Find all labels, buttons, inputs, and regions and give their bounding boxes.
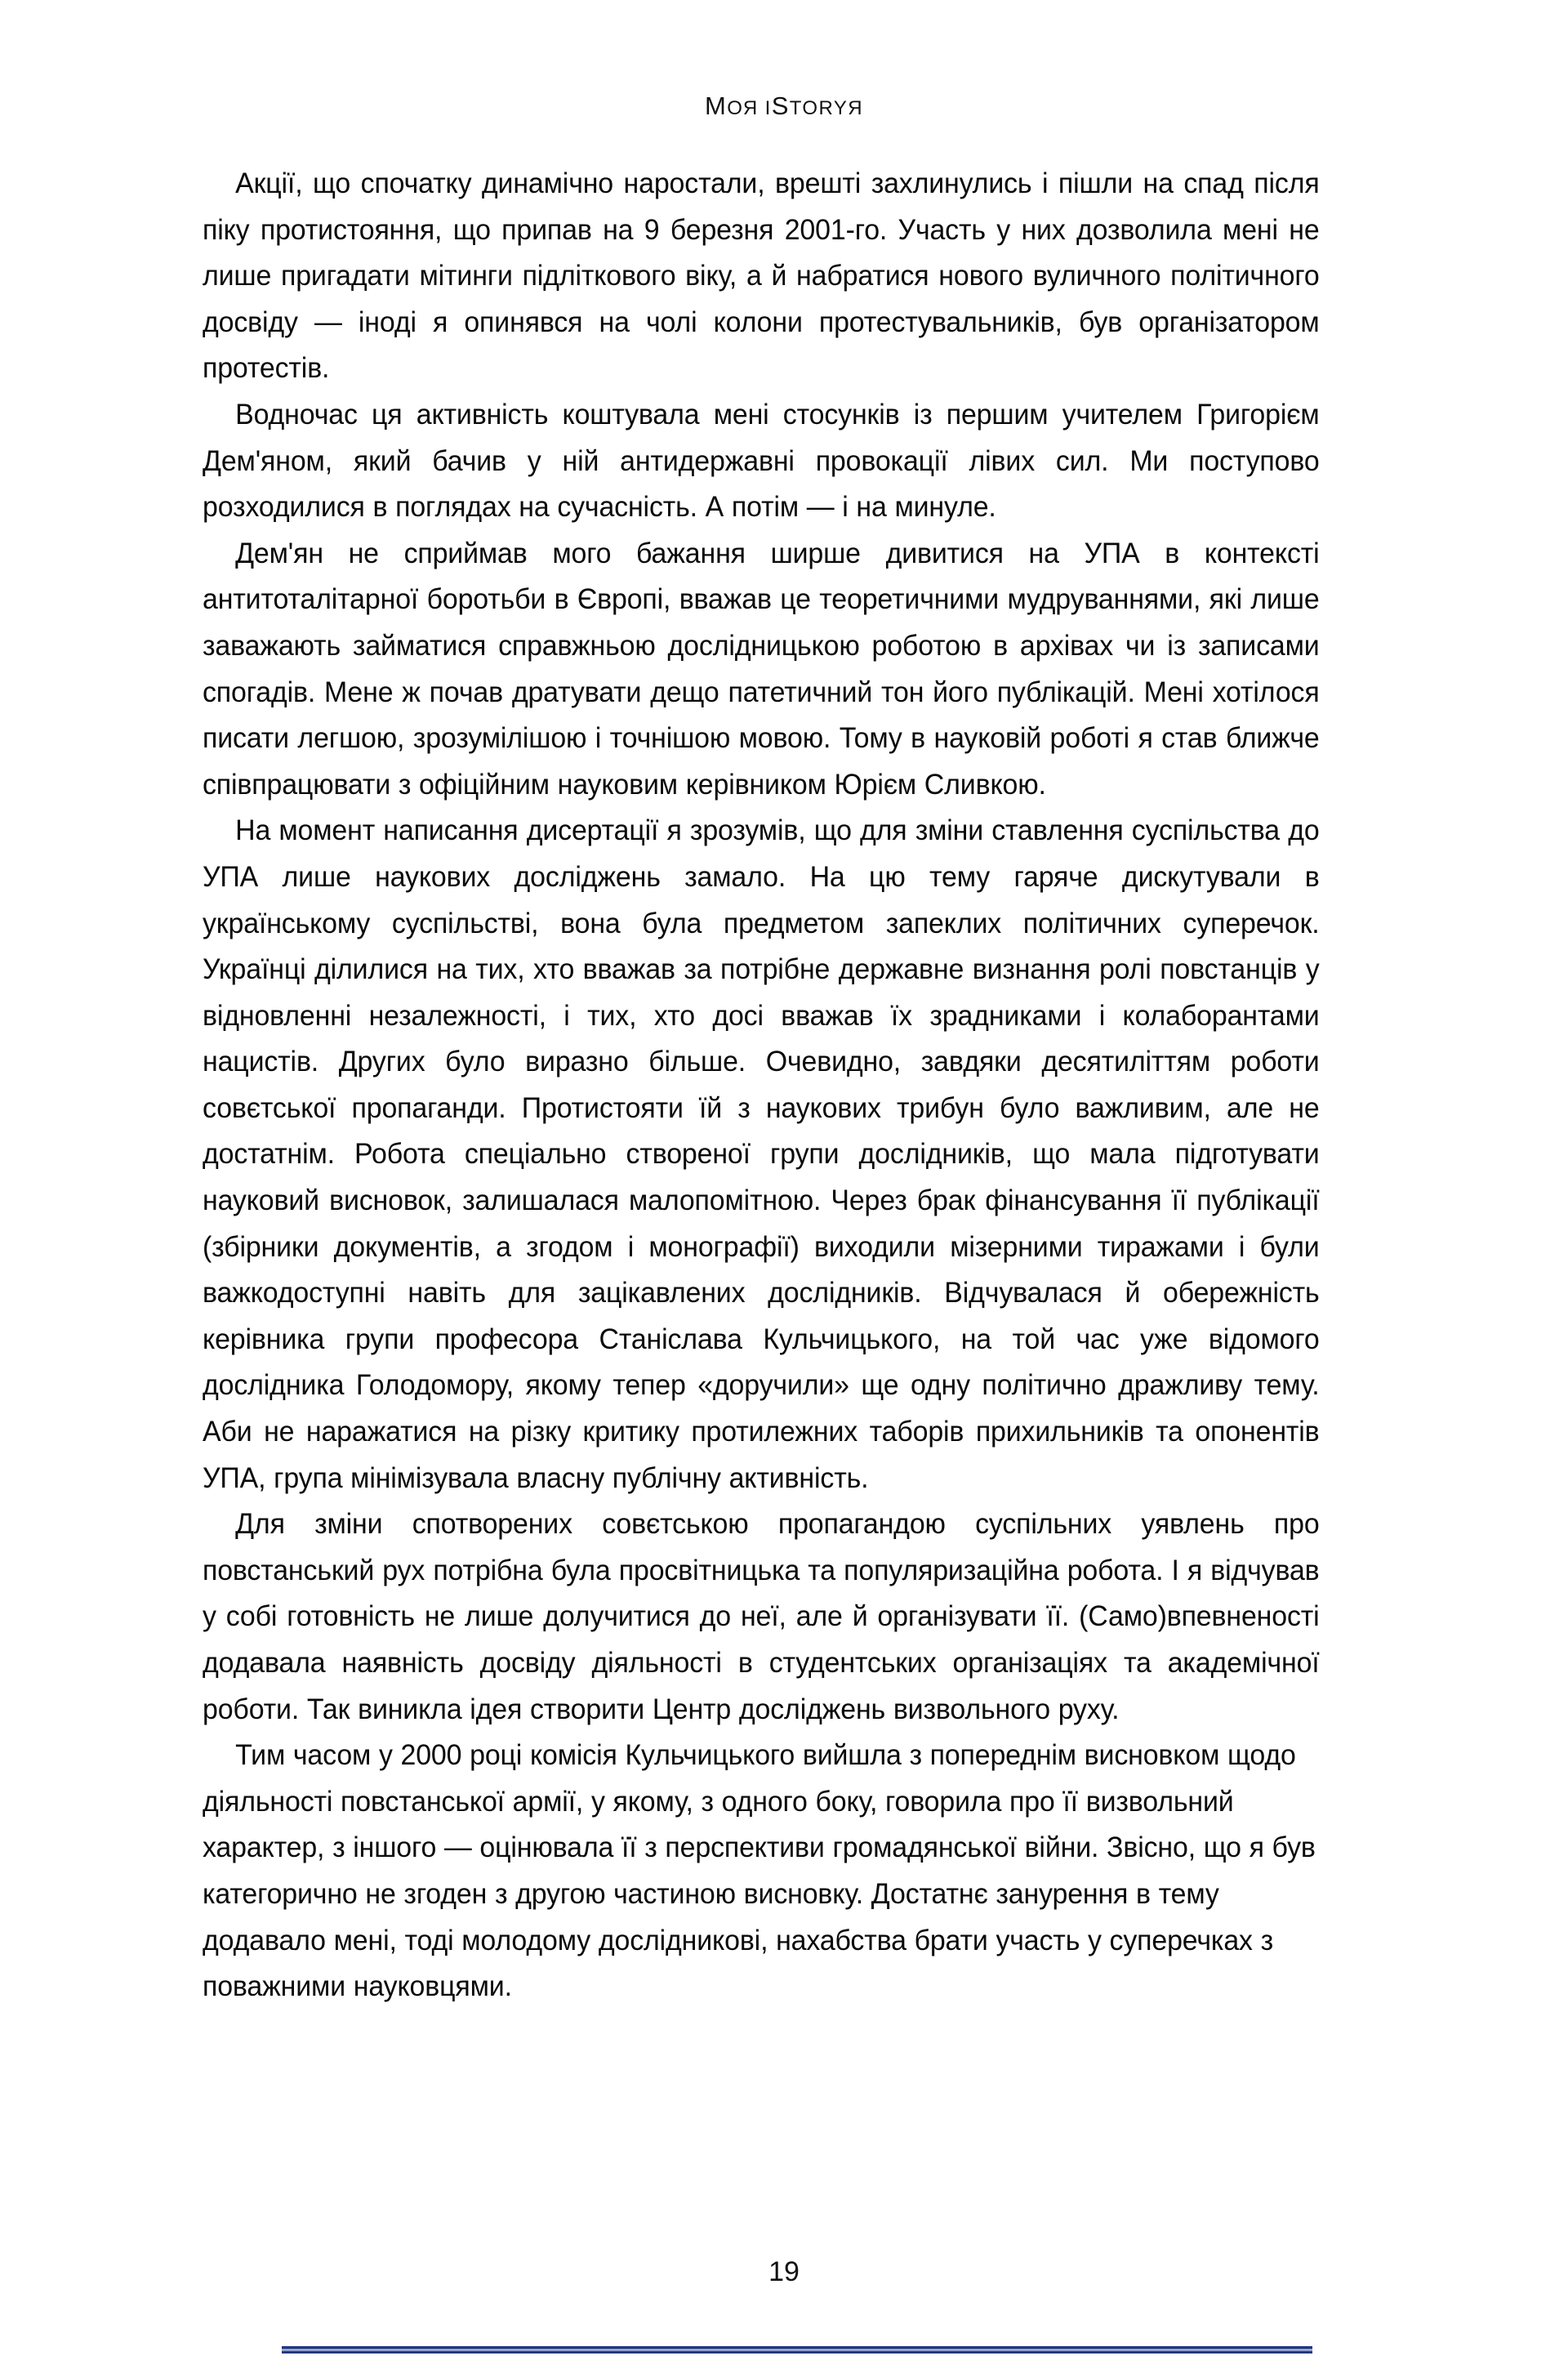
page-number-text: 19 (768, 2256, 800, 2287)
paragraph-text: Дем'ян не сприймав мого бажання ширше дивитися на УПА в контексті антитоталітарної боротьби в Європі, вважав це теоретичними мудруваннями, які лише заважають займатися справжньою дослідницькою роботою в архівах чи із записами спогадів. Мене ж почав дратувати дещо патетичний тон його публікацій. Мені хотілося писати легшою, зрозумілішою і точнішою мовою. Тому в науковій роботі я став ближче співпрацювати з офіційним науковим керівником Юрієм Сливкою. (203, 536, 1320, 801)
paragraph (203, 1501, 1320, 1732)
paragraph (203, 807, 1320, 1501)
paragraph-text: Для зміни спотворених совєтською пропагандою суспільних уявлень про повстанський рух потрібна була просвітницька та популяризаційна робота. І я відчував у собі готовність не лише долучитися до неї, але й організувати її. (Само)впевненості додавала наявність досвіду діяльності в студентських організаціях та академічної роботи. Так виникла ідея створити Центр досліджень визвольного руху. (203, 1507, 1320, 1725)
bottom-decorative-rule (282, 2346, 1312, 2353)
paragraph-text: Акції, що спочатку динамічно наростали, врешті захлинулись і пішли на спад після піку протистояння, що припав на 9 березня 2001-го. Участь у них дозволила мені не лише пригадати мітинги підліткового віку, а й набратися нового вуличного політичного досвіду — іноді я опинявся на чолі колони протестувальників, був організатором протестів. (203, 167, 1320, 385)
paragraph (203, 1732, 1320, 2010)
running-head-text: МОЯ ІSTORYЯ (705, 91, 863, 120)
page-number (0, 2256, 1568, 2288)
body-text-block (203, 160, 1372, 2010)
paragraph-text: На момент написання дисертації я зрозумів, що для зміни ставлення суспільства до УПА лише наукових досліджень замало. На цю тему гаряче дискутували в українському суспільстві, вона була предметом запеклих політичних суперечок. Українці ділилися на тих, хто вважав за потрібне державне визнання ролі повстанців у відновленні незалежності, і тих, хто досі вважав їх зрадниками і колаборантами нацистів. Других було виразно більше. Очевидно, завдяки десятиліттям роботи совєтської пропаганди. Протистояти їй з наукових трибун було важливим, але не достатнім. Робота спеціально створеної групи дослідників, що мала підготувати науковий висновок, залишалася малопомітною. Через брак фінансування її публікації (збірники документів, а згодом і монографії) виходили мізерними тиражами і були важкодоступні навіть для зацікавлених дослідників. Відчувалася й обережність керівника групи професора Станіслава Кульчицького, на той час уже відомого дослідника Голодомору, якому тепер «доручили» ще одну політично дражливу тему. Аби не наражатися на різку критику протилежних таборів прихильників та опонентів УПА, група мінімізувала власну публічну активність. (203, 814, 1320, 1494)
paragraph (203, 391, 1320, 530)
running-head (0, 91, 1568, 121)
paragraph (203, 530, 1320, 808)
paragraph-text: Тим часом у 2000 році комісія Кульчицького вийшла з попереднім висновком щодо діяльності повстанської армії, у якому, з одного боку, говорила про її визвольний характер, з іншого — оцінювала її з перспективи громадянської війни. Звісно, що я був категорично не згоден з другою частиною висновку. Достатнє занурення в тему додавало мені, тоді молодому дослідникові, нахабства брати участь у суперечках з поважними науковцями. (203, 1738, 1316, 2003)
paragraph (203, 160, 1320, 391)
paragraph-text: Водночас ця активність коштувала мені стосунків із першим учителем Григорієм Дем'яном, який бачив у ній антидержавні провокації лівих сил. Ми поступово розходилися в поглядах на сучасність. А потім — і на минуле. (203, 397, 1320, 524)
